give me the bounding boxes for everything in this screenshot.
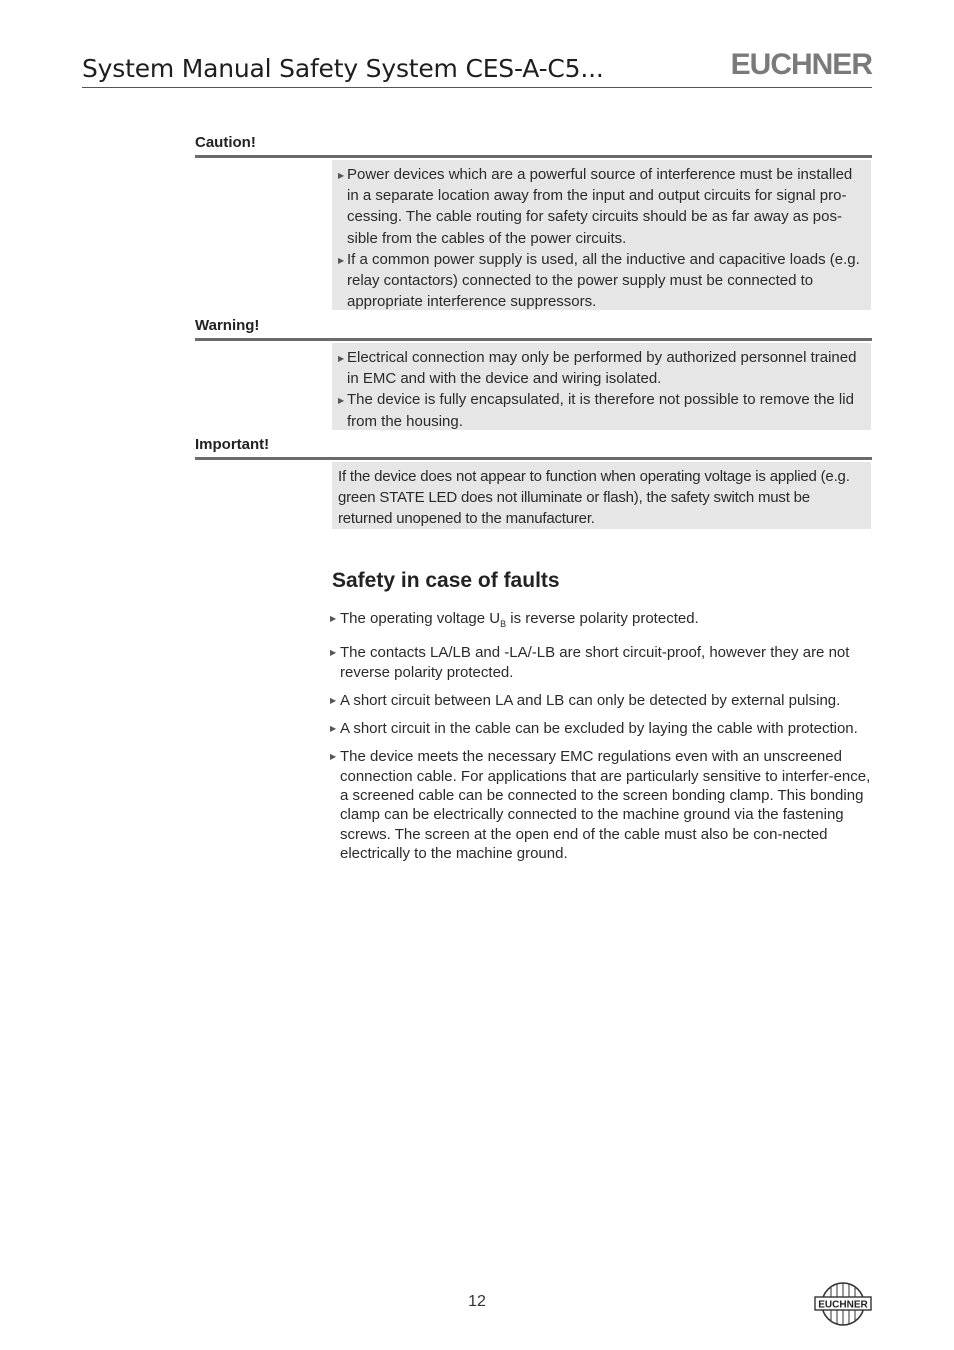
arrow-bullet-icon: ▶ xyxy=(338,354,345,363)
important-text: If the device does not appear to function when operating voltage is applied (e.g. green STATE LED does not illuminate or flash), the safety switch must be returned unopened to the manufacturer. xyxy=(338,468,850,528)
arrow-bullet-icon: ▶ xyxy=(330,695,337,705)
list-item-text: A short circuit in the cable can be excluded by laying the cable with protection. xyxy=(340,720,858,738)
warning-item xyxy=(338,347,865,389)
header-divider xyxy=(82,87,872,88)
important-divider xyxy=(195,457,872,460)
list-item xyxy=(330,719,872,738)
caution-item-text: If a common power supply is used, all the inductive and capacitive loads (e.g. relay contactors) connected to the power supply must be connected to appropriate interference suppressors. xyxy=(347,250,860,311)
caution-item xyxy=(338,249,865,313)
section-heading: Safety in case of faults xyxy=(332,569,560,592)
fault-list xyxy=(330,609,872,872)
caution-divider xyxy=(195,155,872,158)
arrow-bullet-icon: ▶ xyxy=(330,724,337,734)
warning-item-text: The device is fully encapsulated, it is therefore not possible to remove the lid from the housing. xyxy=(347,391,854,430)
caution-item xyxy=(338,164,865,249)
list-item xyxy=(330,643,872,682)
list-item-text-before: The operating voltage U xyxy=(340,610,501,627)
arrow-bullet-icon: ▶ xyxy=(330,648,337,658)
caution-box xyxy=(332,160,871,310)
arrow-bullet-icon: ▶ xyxy=(338,255,345,265)
arrow-bullet-icon: ▶ xyxy=(338,396,345,406)
warning-item-text: Electrical connection may only be performed by authorized personnel trained in EMC and with the device and wiring isolated. xyxy=(347,349,857,388)
warning-divider xyxy=(195,338,872,341)
list-item-text-after: is reverse polarity protected. xyxy=(506,610,699,627)
list-item-text: A short circuit between LA and LB can only be detected by external pulsing. xyxy=(340,691,841,709)
caution-label: Caution! xyxy=(195,134,256,151)
list-item xyxy=(330,747,872,863)
list-item-text: The contacts LA/LB and -LA/-LB are short circuit-proof, however they are not reverse polarity protected. xyxy=(340,644,850,681)
page-number: 12 xyxy=(468,1293,486,1310)
brand-logo-text: EUCHNER xyxy=(730,48,872,81)
arrow-bullet-icon: ▶ xyxy=(338,171,345,180)
important-box xyxy=(332,462,871,529)
euchner-logo-icon xyxy=(814,1281,872,1327)
document-title: System Manual Safety System CES-A-C5... xyxy=(82,54,604,83)
arrow-bullet-icon: ▶ xyxy=(330,752,337,762)
list-item xyxy=(330,691,872,710)
logo-text: EUCHNER xyxy=(818,1299,868,1311)
important-label: Important! xyxy=(195,436,270,453)
warning-label: Warning! xyxy=(195,317,260,334)
list-item-text: The device meets the necessary EMC regulations even with an unscreened connection cable. For applications that are particularly sensitive to interfer-ence, a screened cable can be connected to the screen bonding clamp. This bonding clamp can be electrically connected to the machine ground via the fastening screws. The screen at the open end of the cable must also be con-nected electrically to the machine ground. xyxy=(340,748,871,862)
warning-box xyxy=(332,343,871,430)
list-item xyxy=(330,609,872,634)
caution-item-text: Power devices which are a powerful source of interference must be installed in a separate location away from the input and output circuits for signal pro-cessing. The cable routing for safety circuits should be as far away as pos-sible from the cables of the power circuits. xyxy=(347,166,853,247)
arrow-bullet-icon: ▶ xyxy=(330,614,337,623)
warning-item xyxy=(338,389,865,431)
subscript-b: B xyxy=(500,619,507,629)
